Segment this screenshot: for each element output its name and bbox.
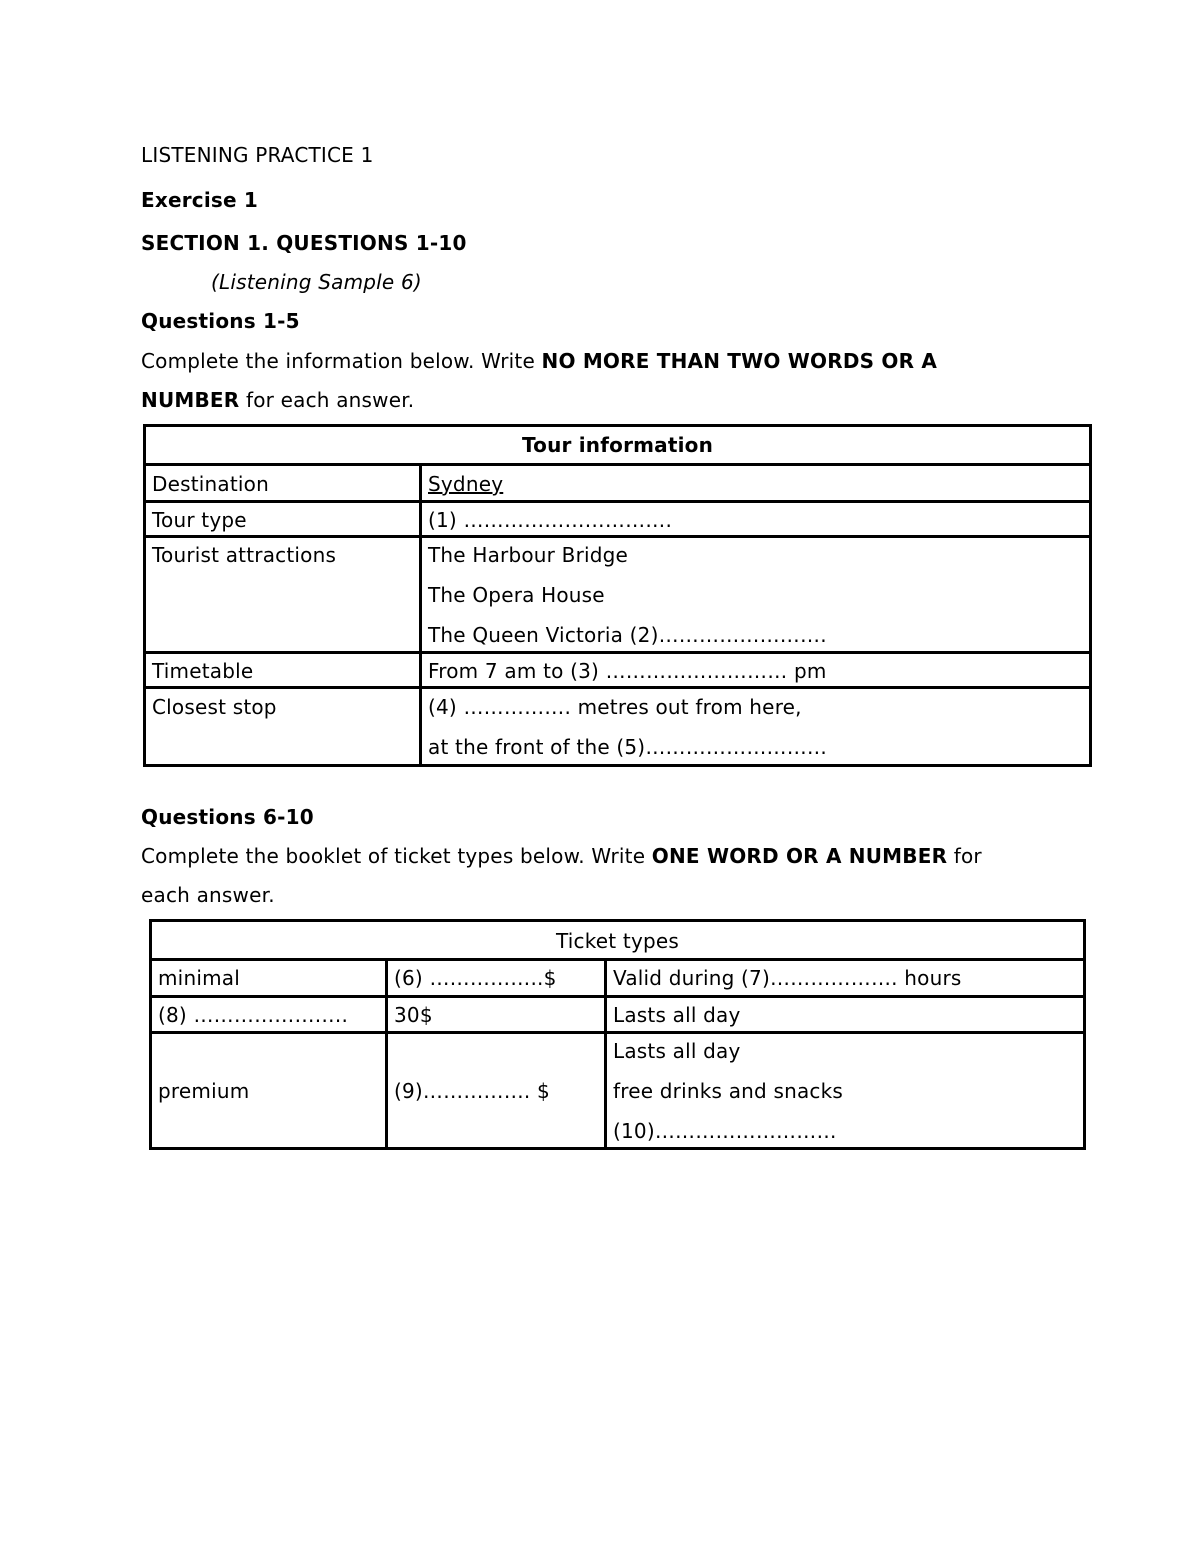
questions-1-5-instruction-line1: Complete the information below. Write NO MORE THAN TWO WORDS OR A	[141, 349, 938, 373]
table-row	[151, 1033, 1085, 1149]
detail-line: free drinks and snacks	[613, 1079, 844, 1103]
ticket-details: Lasts all day	[606, 997, 1085, 1033]
questions-1-5-heading: Questions 1-5	[141, 309, 300, 333]
questions-1-5-instruction-line2: NUMBER for each answer.	[141, 388, 415, 412]
answer-blank-10: (10)………………………	[613, 1119, 837, 1143]
answer-blank-9: (9)……………. $	[387, 1033, 606, 1149]
tour-table-header: Tour information	[145, 426, 1091, 465]
ticket-details	[606, 1033, 1085, 1149]
row-label: Timetable	[145, 653, 421, 688]
table-row	[145, 653, 1091, 688]
questions-6-10-instruction-line1: Complete the booklet of ticket types below. Write ONE WORD OR A NUMBER for	[141, 844, 982, 868]
ticket-table-header: Ticket types	[151, 921, 1085, 960]
ticket-types-table	[149, 919, 1086, 1150]
attraction-line: The Opera House	[428, 583, 605, 607]
table-row	[151, 960, 1085, 997]
table-row	[151, 997, 1085, 1033]
detail-line: Lasts all day	[613, 1039, 741, 1063]
attraction-line: The Harbour Bridge	[428, 543, 629, 567]
answer-blank-2: The Queen Victoria (2)…………………….	[428, 623, 827, 647]
answer-blank-7: Valid during (7)………………. hours	[606, 960, 1085, 997]
row-label: Tourist attractions	[145, 537, 421, 653]
table-row	[145, 688, 1091, 766]
answer-blank-4: (4) ……………. metres out from here,	[428, 695, 802, 719]
destination-value: Sydney	[428, 472, 504, 496]
ticket-type: minimal	[151, 960, 387, 997]
answer-blank-5: at the front of the (5)………………………	[428, 735, 828, 759]
row-value	[421, 537, 1091, 653]
questions-6-10-heading: Questions 6-10	[141, 805, 314, 829]
row-label: Closest stop	[145, 688, 421, 766]
table-row	[145, 537, 1091, 653]
row-value	[421, 465, 1091, 502]
answer-blank-3: From 7 am to (3) ……………………… pm	[421, 653, 1091, 688]
row-label: Tour type	[145, 502, 421, 537]
answer-blank-1: (1) ………………………….	[421, 502, 1091, 537]
ticket-price: 30$	[387, 997, 606, 1033]
answer-blank-8: (8) …………………..	[151, 997, 387, 1033]
answer-blank-6: (6) ……………..$	[387, 960, 606, 997]
row-label: Destination	[145, 465, 421, 502]
exercise-heading: Exercise 1	[141, 188, 259, 212]
row-value	[421, 688, 1091, 766]
section-heading: SECTION 1. QUESTIONS 1-10	[141, 231, 467, 255]
listening-sample-note: (Listening Sample 6)	[211, 270, 422, 294]
table-row	[145, 465, 1091, 502]
document-title: LISTENING PRACTICE 1	[141, 143, 374, 167]
tour-information-table	[143, 424, 1092, 767]
ticket-type: premium	[151, 1033, 387, 1149]
table-row	[145, 502, 1091, 537]
questions-6-10-instruction-line2: each answer.	[141, 883, 275, 907]
